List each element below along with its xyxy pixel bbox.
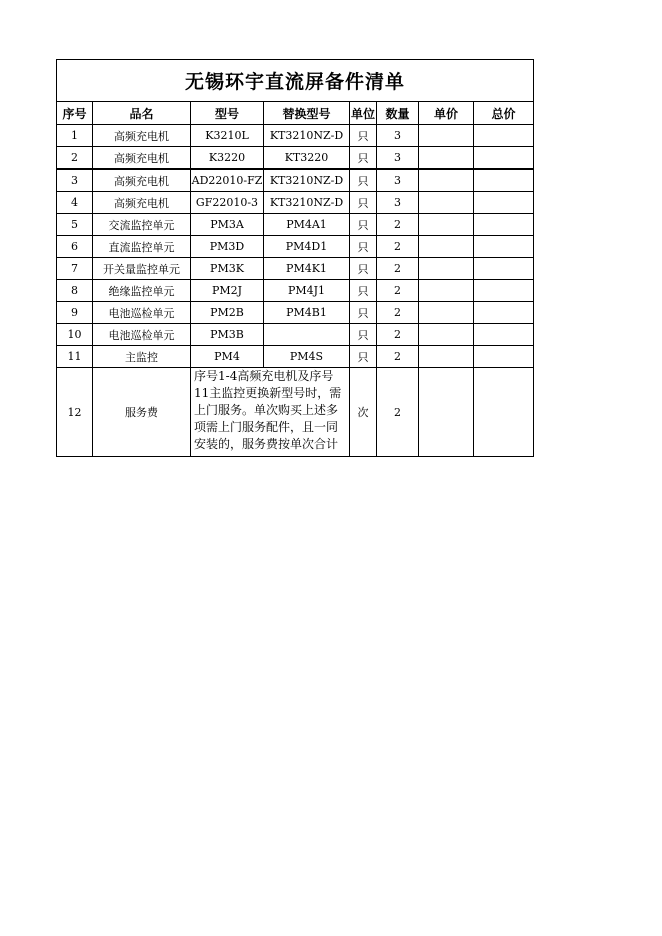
header-cell-model[interactable]: 型号 [191,102,264,125]
cell-unit[interactable]: 只 [350,302,377,324]
cell-qty[interactable]: 2 [377,258,419,280]
table-row [57,192,534,214]
cell-total[interactable] [474,147,534,170]
service-fee-row [57,368,534,457]
cell-qty[interactable]: 3 [377,125,419,147]
header-cell-name[interactable]: 品名 [93,102,191,125]
cell-model[interactable]: PM2B [191,302,264,324]
cell-replacement[interactable]: KT3210NZ-D [264,125,350,147]
cell-total[interactable] [474,236,534,258]
cell-price[interactable] [419,258,474,280]
cell-no[interactable]: 6 [57,236,93,258]
cell-name[interactable]: 高频充电机 [93,147,191,170]
cell-price[interactable] [419,192,474,214]
cell-name[interactable]: 电池巡检单元 [93,302,191,324]
cell-no[interactable]: 5 [57,214,93,236]
cell-unit[interactable]: 只 [350,192,377,214]
cell-qty[interactable]: 3 [377,192,419,214]
cell-total[interactable] [474,169,534,192]
cell-total[interactable] [474,192,534,214]
cell-model[interactable]: K3210L [191,125,264,147]
table-row [57,324,534,346]
spreadsheet-area [56,59,534,457]
cell-price[interactable] [419,368,474,457]
header-cell-price[interactable]: 单价 [419,102,474,125]
cell-no[interactable]: 11 [57,346,93,368]
cell-model[interactable]: PM3K [191,258,264,280]
cell-total[interactable] [474,368,534,457]
cell-name[interactable]: 绝缘监控单元 [93,280,191,302]
cell-no[interactable]: 3 [57,169,93,192]
table-row [57,346,534,368]
cell-replacement[interactable]: PM4A1 [264,214,350,236]
sheet-title[interactable]: 无锡环宇直流屏备件清单 [57,60,534,102]
cell-model[interactable]: AD22010-FZ [191,169,264,192]
cell-qty[interactable]: 2 [377,280,419,302]
table-row [57,125,534,147]
cell-unit[interactable]: 只 [350,147,377,170]
cell-replacement[interactable]: PM4K1 [264,258,350,280]
cell-model[interactable]: K3220 [191,147,264,170]
cell-unit[interactable]: 只 [350,169,377,192]
cell-price[interactable] [419,324,474,346]
cell-name[interactable]: 高频充电机 [93,192,191,214]
cell-no[interactable]: 9 [57,302,93,324]
cell-no[interactable]: 12 [57,368,93,457]
cell-replacement[interactable]: PM4S [264,346,350,368]
cell-replacement[interactable]: PM4D1 [264,236,350,258]
cell-unit[interactable]: 只 [350,346,377,368]
cell-price[interactable] [419,125,474,147]
cell-price[interactable] [419,346,474,368]
table-row [57,236,534,258]
cell-model[interactable]: GF22010-3 [191,192,264,214]
header-cell-replacement[interactable]: 替换型号 [264,102,350,125]
cell-unit[interactable]: 只 [350,125,377,147]
cell-qty[interactable]: 2 [377,236,419,258]
cell-price[interactable] [419,169,474,192]
cell-no[interactable]: 10 [57,324,93,346]
cell-price[interactable] [419,236,474,258]
cell-model[interactable]: PM3D [191,236,264,258]
cell-replacement[interactable] [264,324,350,346]
cell-name[interactable]: 直流监控单元 [93,236,191,258]
cell-total[interactable] [474,214,534,236]
cell-model[interactable]: PM3A [191,214,264,236]
cell-unit[interactable]: 只 [350,214,377,236]
cell-unit[interactable]: 次 [350,368,377,457]
cell-unit[interactable]: 只 [350,280,377,302]
table-row [57,169,534,192]
table-row [57,147,534,170]
cell-replacement[interactable]: PM4B1 [264,302,350,324]
cell-qty[interactable]: 2 [377,324,419,346]
cell-qty[interactable]: 3 [377,147,419,170]
table-row [57,280,534,302]
header-cell-total[interactable]: 总价 [474,102,534,125]
cell-price[interactable] [419,302,474,324]
cell-qty[interactable]: 2 [377,302,419,324]
parts-list-table [56,59,534,457]
service-note-text: 序号1-4高频充电机及序号11主监控更换新型号时，需上门服务。单次购买上述多项需上门服务配件，且一同安装的，服务费按单次合计 [194,369,342,451]
cell-total[interactable] [474,280,534,302]
cell-unit[interactable]: 只 [350,258,377,280]
cell-total[interactable] [474,258,534,280]
cell-price[interactable] [419,147,474,170]
cell-unit[interactable]: 只 [350,324,377,346]
cell-name[interactable]: 主监控 [93,346,191,368]
cell-name[interactable]: 电池巡检单元 [93,324,191,346]
cell-name[interactable]: 高频充电机 [93,169,191,192]
cell-name[interactable]: 开关量监控单元 [93,258,191,280]
cell-total[interactable] [474,125,534,147]
cell-model[interactable]: PM3B [191,324,264,346]
cell-no[interactable]: 1 [57,125,93,147]
cell-replacement[interactable]: KT3210NZ-D [264,192,350,214]
header-cell-unit[interactable]: 单位 [350,102,377,125]
cell-total[interactable] [474,324,534,346]
header-row [57,102,534,125]
header-cell-no[interactable]: 序号 [57,102,93,125]
cell-qty[interactable]: 2 [377,346,419,368]
service-note-cell[interactable] [191,368,350,457]
cell-no[interactable]: 8 [57,280,93,302]
cell-no[interactable]: 4 [57,192,93,214]
cell-replacement[interactable]: PM4J1 [264,280,350,302]
cell-price[interactable] [419,214,474,236]
cell-qty[interactable]: 2 [377,214,419,236]
cell-no[interactable]: 2 [57,147,93,170]
cell-name[interactable]: 高频充电机 [93,125,191,147]
table-row [57,214,534,236]
cell-total[interactable] [474,302,534,324]
table-row [57,302,534,324]
cell-name[interactable]: 服务费 [93,368,191,457]
cell-no[interactable]: 7 [57,258,93,280]
cell-model[interactable]: PM2J [191,280,264,302]
header-cell-qty[interactable]: 数量 [377,102,419,125]
cell-price[interactable] [419,280,474,302]
cell-name[interactable]: 交流监控单元 [93,214,191,236]
table-row [57,258,534,280]
cell-qty[interactable]: 3 [377,169,419,192]
cell-qty[interactable]: 2 [377,368,419,457]
cell-unit[interactable]: 只 [350,236,377,258]
cell-total[interactable] [474,346,534,368]
cell-replacement[interactable]: KT3210NZ-D [264,169,350,192]
cell-replacement[interactable]: KT3220 [264,147,350,170]
cell-model[interactable]: PM4 [191,346,264,368]
